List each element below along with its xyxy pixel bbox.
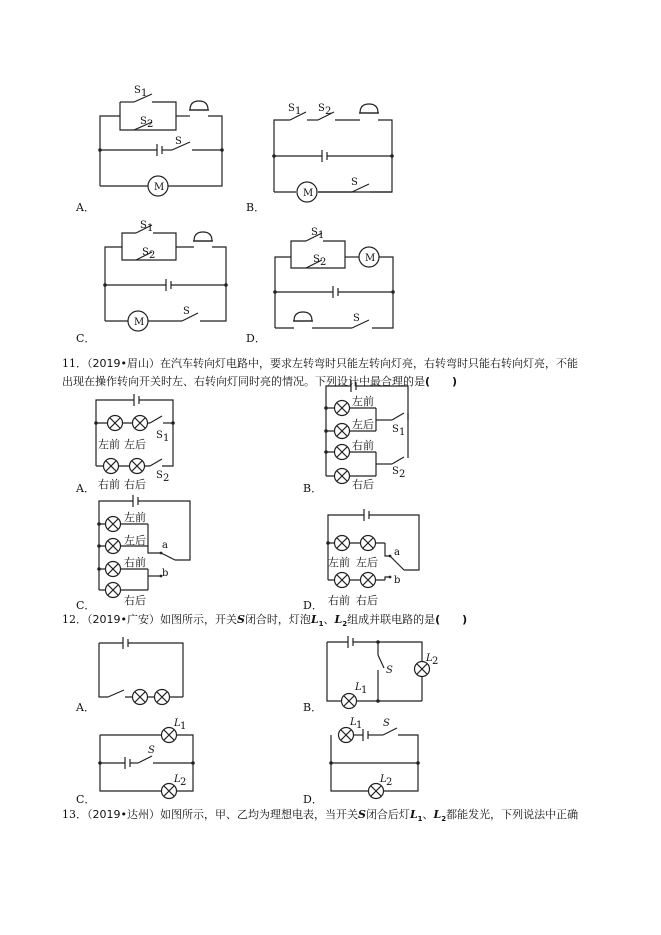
symbol-s: S bbox=[357, 808, 366, 821]
question-text: 、 bbox=[422, 808, 434, 821]
label-sub: 1 bbox=[147, 223, 154, 234]
question-text: 、 bbox=[323, 613, 335, 626]
question-11-line1 bbox=[62, 355, 602, 373]
option-d: D． bbox=[246, 332, 266, 345]
diagram-q12-a bbox=[99, 637, 183, 705]
diagram-q10-d bbox=[273, 233, 395, 328]
label-l2: L bbox=[426, 653, 433, 664]
label-l1: L bbox=[174, 718, 181, 729]
option-b: B． bbox=[303, 701, 323, 714]
answer-paren: ( ) bbox=[425, 375, 458, 388]
label-right-rear: 右后 bbox=[352, 478, 374, 491]
diagram-q11-d bbox=[326, 509, 419, 588]
label-m: M bbox=[365, 253, 376, 264]
label-m: M bbox=[134, 317, 145, 328]
symbol-l1: L bbox=[310, 613, 319, 626]
label-left-front: 左前 bbox=[98, 438, 120, 451]
question-source: （2019•广安） bbox=[87, 613, 160, 626]
label-s1: S bbox=[288, 103, 295, 114]
label-sub: 1 bbox=[361, 685, 368, 696]
label-s1: S bbox=[140, 220, 147, 231]
diagram-q12-b bbox=[327, 636, 430, 709]
option-a: A． bbox=[76, 482, 95, 495]
label-sub: 1 bbox=[180, 721, 187, 732]
label-sub: 1 bbox=[295, 106, 302, 117]
question-text: 出现在操作转向开关时左、右转向灯同时亮的情况。下列设计中最合理的是 bbox=[62, 375, 425, 388]
question-text: 如图所示，开关 bbox=[159, 613, 237, 626]
label-s2: S bbox=[156, 470, 163, 481]
label-left-front: 左前 bbox=[328, 556, 350, 569]
question-11-line2 bbox=[62, 373, 602, 391]
label-b: b bbox=[162, 568, 169, 579]
diagram-q12-d bbox=[329, 728, 420, 799]
label-sub: 1 bbox=[318, 230, 325, 241]
label-s: S bbox=[148, 745, 155, 756]
label-s: S bbox=[351, 177, 358, 188]
label-s: S bbox=[386, 665, 393, 676]
option-b: B． bbox=[303, 482, 323, 495]
label-sub: 1 bbox=[163, 433, 170, 444]
label-a: a bbox=[162, 540, 168, 551]
question-13: 13．（2019•达州）如图所示，甲、乙均为理想电表，当开关S闭合后灯$L_1$、$L_2$都能发光，下列说法中正确 bbox=[62, 808, 579, 824]
symbol-l1: L bbox=[409, 808, 418, 821]
diagram-q10-c bbox=[103, 225, 228, 331]
label-sub: 1 bbox=[141, 88, 148, 99]
label-right-front: 右前 bbox=[328, 594, 350, 607]
label-s2: S bbox=[142, 247, 149, 258]
label-s1: S bbox=[156, 430, 163, 441]
label-m: M bbox=[154, 182, 165, 193]
label-s2: S bbox=[140, 116, 147, 127]
label-l2: L bbox=[174, 774, 181, 785]
label-sub: 2 bbox=[147, 119, 154, 130]
label-sub: 2 bbox=[399, 469, 406, 480]
label-right-front: 右前 bbox=[124, 556, 146, 569]
label-left-rear: 左后 bbox=[352, 418, 374, 431]
label-left-front: 左前 bbox=[124, 511, 146, 524]
symbol-l2: L bbox=[334, 613, 343, 626]
question-text: 在汽车转向灯电路中，要求左转弯时只能左转向灯亮，右转弯时只能右转向灯亮，不能 bbox=[159, 357, 578, 370]
label-right-rear: 右后 bbox=[356, 594, 378, 607]
label-sub: 1 bbox=[356, 720, 363, 731]
label-sub: 2 bbox=[320, 257, 327, 268]
symbol-l2: L bbox=[433, 808, 442, 821]
label-s2: S bbox=[313, 254, 320, 265]
question-source: （2019•眉山） bbox=[87, 357, 160, 370]
label-l1: L bbox=[355, 682, 362, 693]
label-m: M bbox=[303, 188, 314, 199]
question-12: 12．（2019•广安）如图所示，开关S闭合时，灯泡$L_1$、$L_2$组成并联电路的是( ) bbox=[62, 613, 468, 629]
label-sub: 2 bbox=[325, 106, 332, 117]
diagram-q10-a bbox=[98, 94, 224, 196]
label-sub: 2 bbox=[180, 777, 187, 788]
label-l2: L bbox=[380, 774, 387, 785]
label-s: S bbox=[183, 306, 190, 317]
label-s1: S bbox=[392, 424, 399, 435]
question-text: 闭合时，灯泡 bbox=[244, 613, 311, 626]
label-s: S bbox=[353, 313, 360, 324]
label-left-front: 左前 bbox=[352, 395, 374, 408]
option-c: C． bbox=[76, 332, 96, 345]
label-sub: 2 bbox=[386, 777, 393, 788]
label-s1: S bbox=[134, 85, 141, 96]
question-text: 闭合后灯 bbox=[365, 808, 410, 821]
label-s: S bbox=[175, 136, 182, 147]
symbol-s: S bbox=[236, 613, 245, 626]
label-s2: S bbox=[318, 103, 325, 114]
option-d: D． bbox=[303, 599, 323, 612]
label-l1: L bbox=[350, 717, 357, 728]
label-right-rear: 右后 bbox=[124, 594, 146, 607]
label-sub: 1 bbox=[399, 427, 406, 438]
label-sub: 2 bbox=[163, 473, 170, 484]
label-left-rear: 左后 bbox=[124, 534, 146, 547]
option-a: A． bbox=[76, 701, 95, 714]
question-number: 11． bbox=[62, 357, 87, 370]
option-d: D． bbox=[303, 793, 323, 806]
option-b: B． bbox=[246, 201, 266, 214]
option-c: C． bbox=[76, 599, 96, 612]
label-sub: 2 bbox=[149, 250, 156, 261]
label-right-front: 右前 bbox=[352, 439, 374, 452]
label-s: S bbox=[383, 718, 390, 729]
diagram-q10-b bbox=[272, 104, 394, 202]
label-s1: S bbox=[311, 227, 318, 238]
question-text: 组成并联电路的是 bbox=[347, 613, 436, 626]
label-b: b bbox=[394, 575, 401, 586]
label-s2: S bbox=[392, 466, 399, 477]
option-c: C． bbox=[76, 793, 96, 806]
question-number: 13． bbox=[62, 808, 87, 821]
label-a: a bbox=[394, 547, 400, 558]
answer-paren: ( ) bbox=[435, 613, 468, 626]
label-sub: 2 bbox=[432, 656, 439, 667]
question-text: 都能发光，下列说法中正确 bbox=[446, 808, 579, 821]
label-left-rear: 左后 bbox=[356, 556, 378, 569]
label-right-rear: 右后 bbox=[124, 478, 146, 491]
question-number: 12． bbox=[62, 613, 87, 626]
question-text: 如图所示，甲、乙均为理想电表，当开关 bbox=[159, 808, 358, 821]
label-right-front: 右前 bbox=[98, 478, 120, 491]
option-a: A． bbox=[76, 201, 95, 214]
question-11 bbox=[62, 355, 602, 391]
label-left-rear: 左后 bbox=[124, 438, 146, 451]
question-source: （2019•达州） bbox=[87, 808, 160, 821]
